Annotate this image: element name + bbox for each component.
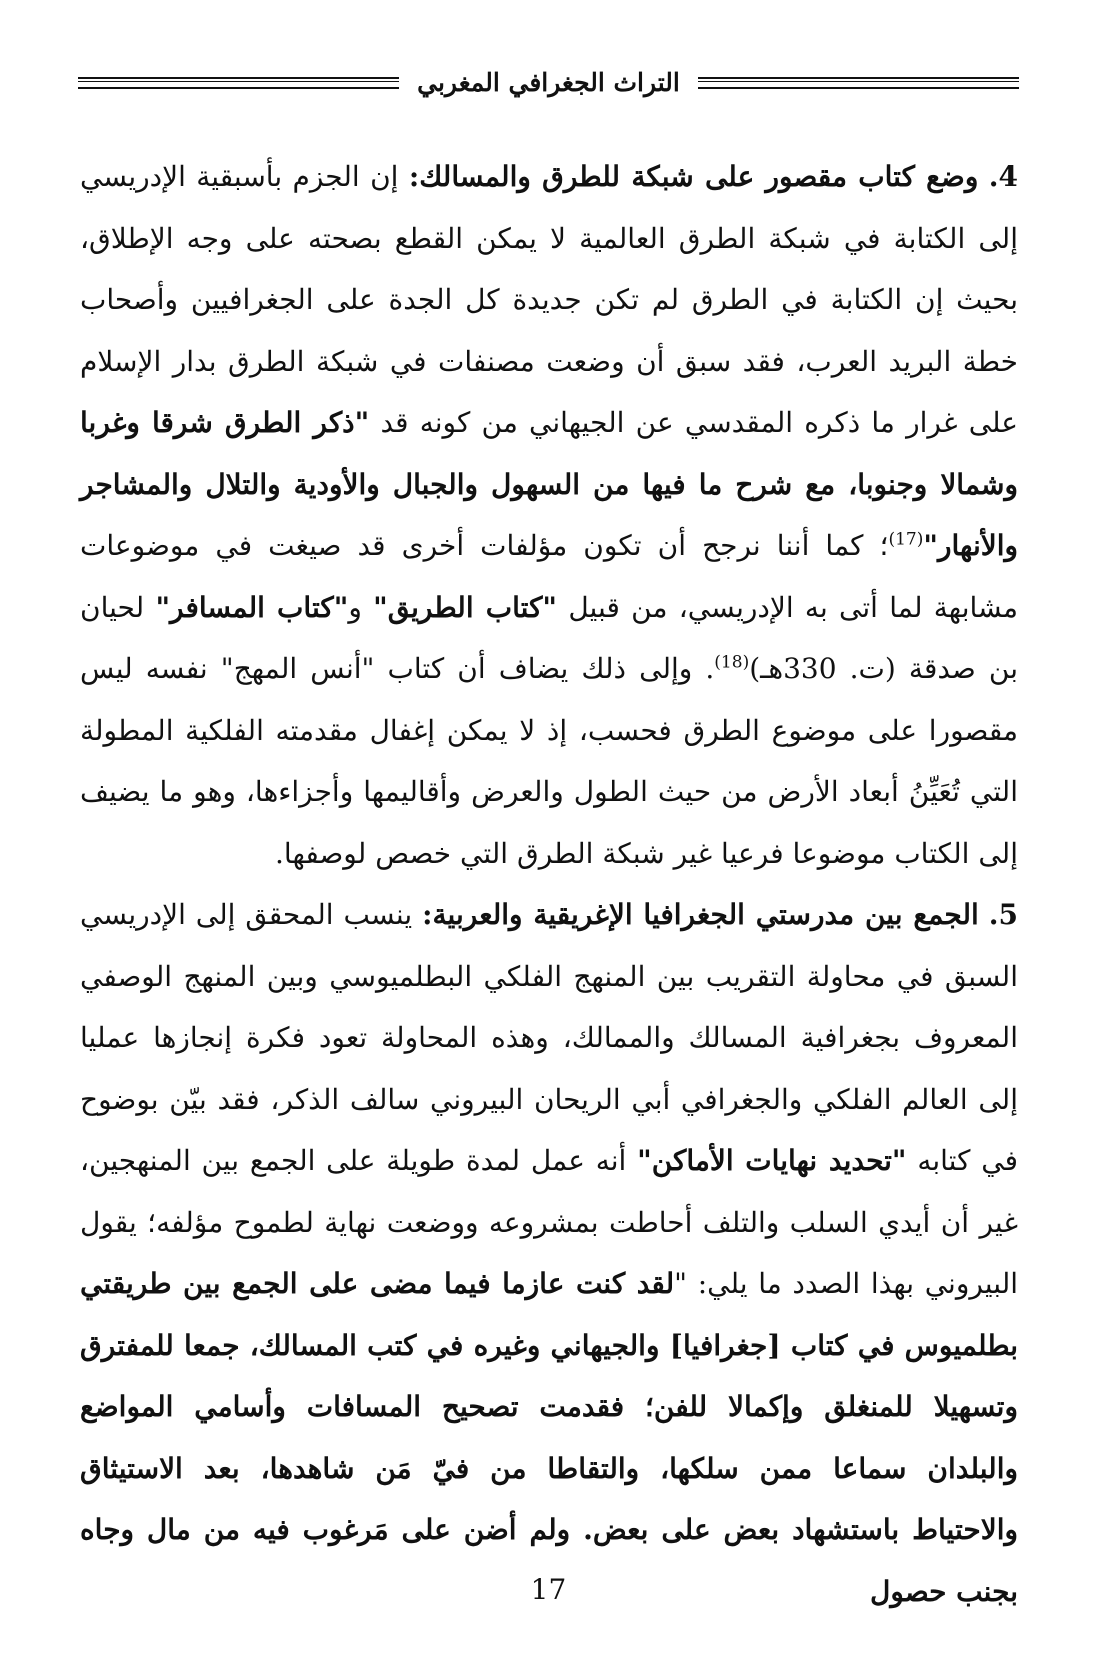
paragraph-5-quote: لقد كنت عازما فيما مضى على الجمع بين طريقتي بطلميوس في كتاب [جغرافيا] والجيهاني وغيره في كتب المسالك، جمعا للمفترق وتسهيلا للمنغلق وإكمالا للفن؛ فقدمت تصحيح المسافات وأسامي المواضع والبلدان سماعا ممن سلكها، والتقاطا من فيّ مَن شاهدها، بعد الاستيثاق والاحتياط باستشهاد بعض على بعض. ولم أضن على مَرغوب فيه من مال وجاه بجنب حصول — [80, 1267, 1018, 1608]
paragraph-5 — [80, 884, 1018, 1622]
book-title-musafir: "كتاب المسافر" — [155, 590, 349, 624]
paragraph-4 — [80, 146, 1018, 884]
header-rule-right — [698, 77, 1019, 89]
paragraph-4-text-3: لحيان بن صدقة (ت. 330هـ) — [80, 590, 1018, 685]
paragraph-4-and: و — [348, 590, 362, 624]
paragraph-4-text-2: ؛ كما أننا نرجح أن تكون مؤلفات أخرى قد صيغت في موضوعات مشابهة لما أتى به الإدريسي، من قبيل — [80, 529, 1019, 624]
running-header — [78, 66, 1019, 100]
page-number: 17 — [530, 1573, 567, 1606]
paragraph-4-number: 4. — [988, 160, 1019, 193]
paragraph-4-text-4: . وإلى ذلك يضاف أن كتاب "أنس المهج" نفسه ليس مقصورا على موضوع الطرق فحسب، إذ لا يمكن إغفال مقدمته الفلكية المطولة التي تُعَيِّنُ أبعاد الأرض من حيث الطول والعرض وأقاليمها وأجزاءها، وهو ما يضيف إلى الكتاب موضوعا فرعيا غير شبكة الطرق التي خصص لوصفها. — [80, 652, 1018, 870]
paragraph-5-heading: الجمع بين مدرستي الجغرافيا الإغريقية والعربية: — [422, 898, 979, 931]
running-header-title: التراث الجغرافي المغربي — [417, 68, 680, 97]
paragraph-5-text-2: أنه عمل لمدة طويلة على الجمع بين المنهجين، غير أن أيدي السلب والتلف أحاطت بمشروعه ووضعت نهاية لطموح مؤلفه؛ يقول البيروني بهذا الصدد ما يلي: " — [80, 1144, 1018, 1300]
book-title-tariq: "كتاب الطريق" — [373, 590, 558, 624]
footnote-ref-17: (17) — [888, 529, 924, 550]
paragraph-5-text-1: ينسب المحقق إلى الإدريسي السبق في محاولة التقريب بين المنهج الفلكي البطلميوسي وبين المنهج الوصفي المعروف بجغرافية المسالك والممالك، وهذه المحاولة تعود فكرة إنجازها عمليا إلى العالم الفلكي والجغرافي أبي الريحان البيروني سالف الذكر، فقد بيّن بوضوح في كتابه — [80, 898, 1018, 1177]
paragraph-4-quote: "ذكر الطرق شرقا وغربا وشمالا وجنوبا، مع شرح ما فيها من السهول والجبال والأودية والتلال والمشاجر والأنهار" — [80, 406, 1018, 562]
paragraph-4-heading: وضع كتاب مقصور على شبكة للطرق والمسالك: — [408, 160, 979, 193]
paragraph-5-number: 5. — [988, 898, 1019, 931]
body-text — [80, 146, 1018, 1622]
book-title-tahdid: "تحديد نهايات الأماكن" — [637, 1144, 907, 1177]
paragraph-4-text-1: إن الجزم بأسبقية الإدريسي إلى الكتابة في شبكة الطرق العالمية لا يمكن القطع بصحته على وجه الإطلاق، بحيث إن الكتابة في الطرق لم تكن جديدة كل الجدة على الجغرافيين وأصحاب خطة البريد العرب، فقد سبق أن وضعت مصنفات في شبكة الطرق بدار الإسلام على غرار ما ذكره المقدسي عن الجيهاني من كونه قد — [80, 160, 1019, 439]
header-rule-left — [78, 77, 399, 89]
footnote-ref-18: (18) — [714, 652, 750, 673]
